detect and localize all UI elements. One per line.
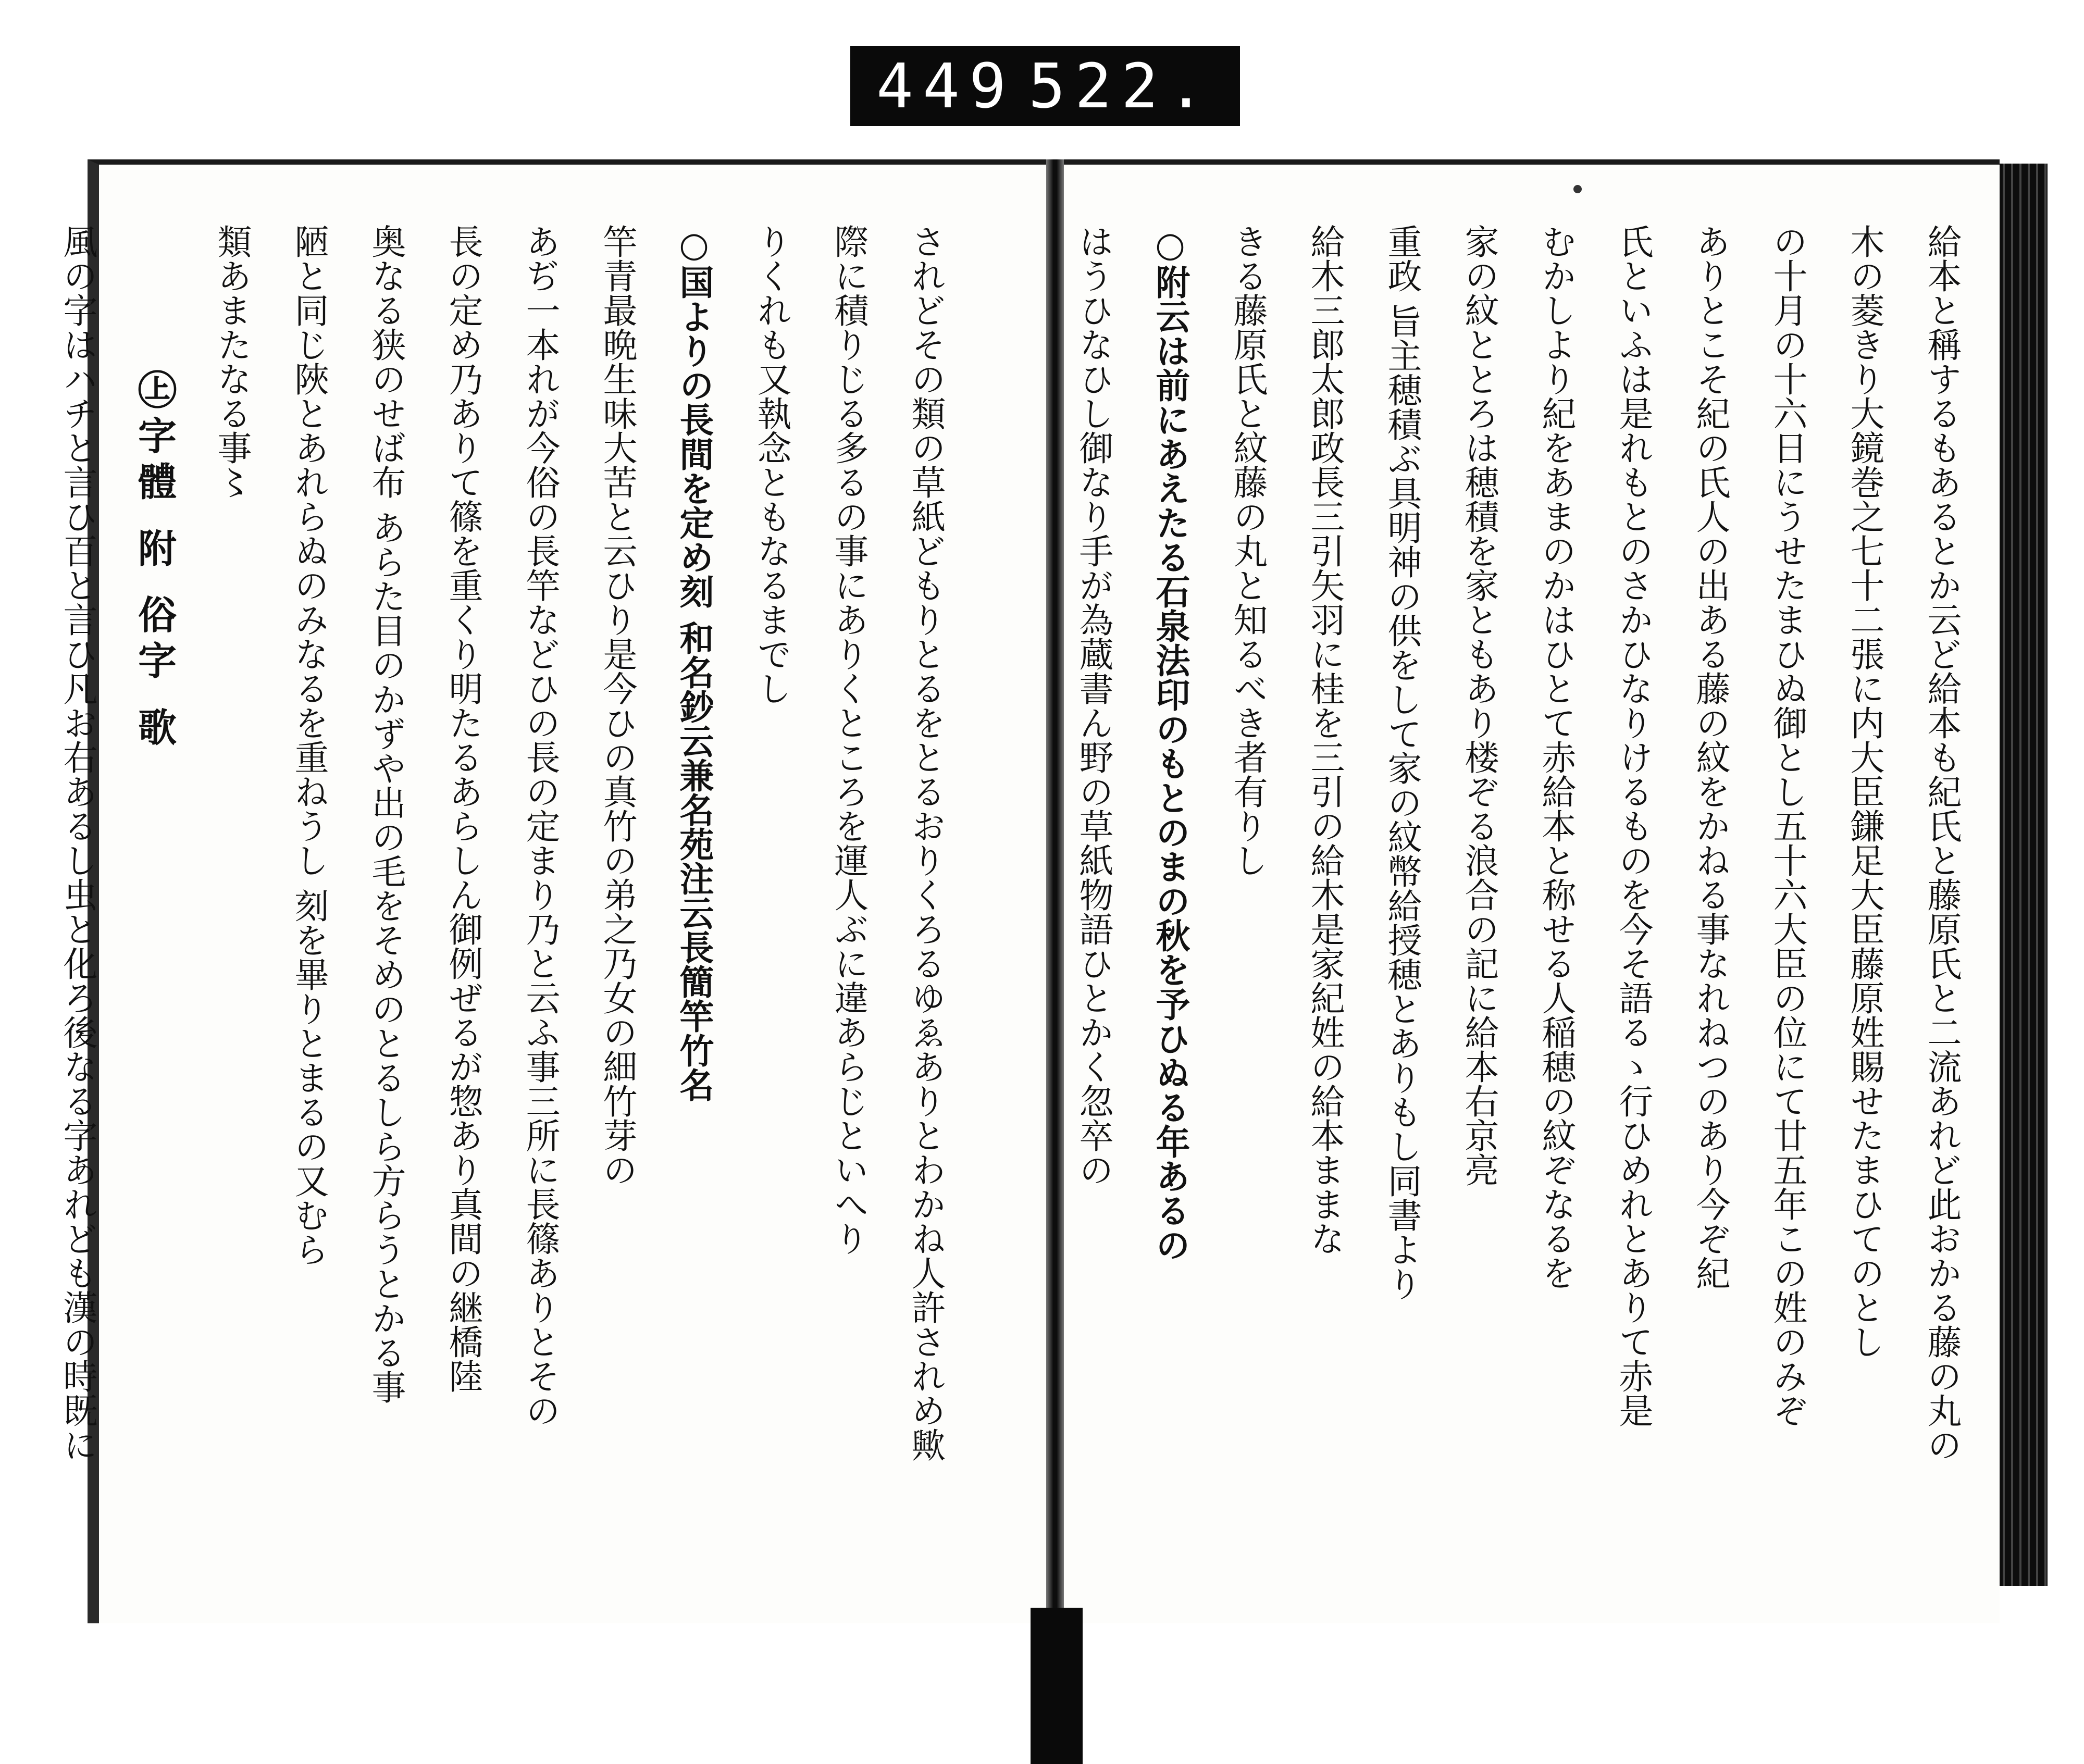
ink-speck: [1573, 185, 1582, 193]
text-column: 氏といふは是れもとのさかひなりけるものを今そ語るゝ行ひめれとありて赤是: [1613, 224, 1653, 1427]
text-column: りくれも又執念ともなるまでし: [751, 224, 791, 705]
right-page-text: [1055, 224, 1980, 1537]
text-column: ○国よりの長間を定め刻 和名鈔云兼名苑注云長簡竿竹名: [674, 224, 714, 1102]
text-column: ○附云は前にあえたる石泉法印のもとのまの秋を予ひぬる年あるの: [1150, 224, 1190, 1262]
archive-number-left: 449: [876, 50, 1016, 122]
archive-number-right: 522.: [1028, 50, 1214, 122]
text-column: はうひなひし御なり手が為蔵書ん野の草紙物語ひとかく忽卒の: [1073, 224, 1113, 1187]
text-column: 重政 旨主穂積ぶ具明神の供をして家の紋幣給授穂とありもし同書より: [1382, 224, 1422, 1301]
text-column: ありとこそ紀の氏人の出ある藤の紋をかねる事なれねつのあり今ぞ紀: [1690, 224, 1730, 1290]
text-column: 給本と稱するもあるとか云ど給本も紀氏と藤原氏と二流あれど此おかる藤の丸の: [1921, 224, 1962, 1462]
text-column: されどその類の草紙どもりとるをとるおりくろるゆゑありとわかね人許されめ歟: [905, 224, 946, 1462]
text-column: あぢ一本れが今俗の長竿などひの長の定まり乃と云ふ事三所に長篠ありとその: [520, 224, 560, 1427]
spine-foot: [1031, 1608, 1083, 1764]
left-page-text: [39, 224, 964, 1537]
text-column: 給木三郎太郎政長三引矢羽に桂を三引の給木是家紀姓の給本ままな: [1305, 224, 1345, 1256]
text-column: 陋と同じ陜とあれらぬのみなるを重ねうし 刻を畢りとまるの又むら: [289, 224, 329, 1266]
text-column: 木の菱きり大鏡巻之七十二張に内大臣鎌足大臣藤原姓賜せたまひてのとし: [1844, 224, 1884, 1359]
text-column: 家の紋ととろは穂積を家ともあり楼ぞる浪合の記に給本右京亮: [1459, 224, 1499, 1187]
text-column: の十月の十六日にうせたまひぬ御とし五十六大臣の位にて廿五年この姓のみぞ: [1767, 224, 1807, 1427]
text-column: むかしより紀をあまのかはひとて赤給本と称せる人稲穂の紋ぞなるを: [1536, 224, 1576, 1290]
text-column: 風の字はハチと言ひ百と言ひ凡お右あるし虫と化ろ後なる字あれども漢の時既に: [57, 224, 97, 1462]
fore-edge: [2000, 164, 2048, 1586]
text-column: 奥なる狭のせば布 あらた目のかずや出の毛をそめのとるしら方らうとかる事: [366, 224, 406, 1404]
text-column: 長の定め乃ありて篠を重くり明たるあらしん御例ぜるが惣あり真間の継橋陸: [443, 224, 483, 1393]
archive-number-label: [850, 46, 1240, 126]
section-heading: ㊤字體 附 俗字 歌: [132, 370, 177, 753]
text-column: 際に積りじる多るの事にありくところを運人ぶに違あらじといへり: [828, 224, 869, 1256]
text-column: 類あまたなる事〻: [212, 224, 252, 499]
text-column: 竿青最晩生味大苦と云ひり是今ひの真竹の弟之乃女の細竹芽の: [597, 224, 637, 1187]
text-column: きる藤原氏と紋藤の丸と知るべき者有りし: [1227, 224, 1268, 877]
